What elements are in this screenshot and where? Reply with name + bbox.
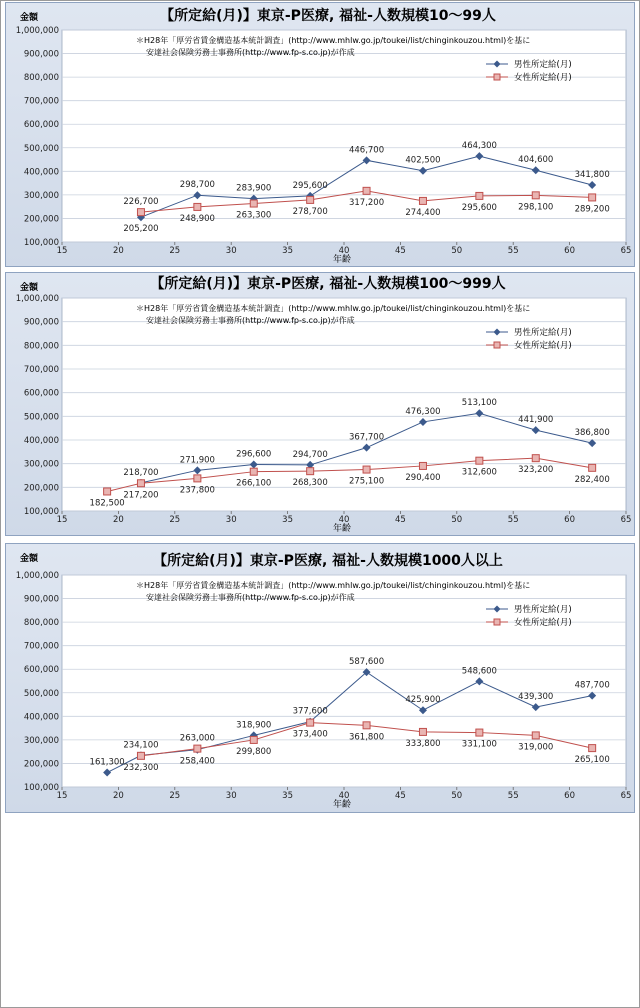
data-point-female <box>137 480 144 487</box>
data-point-female <box>589 745 596 752</box>
data-label-female: 182,500 <box>89 498 125 509</box>
data-label-male: 258,400 <box>179 756 215 767</box>
data-label-female: 373,400 <box>292 729 328 740</box>
x-axis-label: 年齢 <box>332 800 352 810</box>
legend-entry: 女性所定給(月) <box>514 73 572 83</box>
data-label-female: 275,100 <box>348 476 385 487</box>
data-label-male: 446,700 <box>348 145 385 156</box>
y-tick-label: 400,000 <box>23 436 59 446</box>
y-tick-label: 800,000 <box>23 73 59 84</box>
data-label-female: 295,600 <box>461 202 497 213</box>
data-point-female <box>532 192 539 199</box>
y-tick-label: 600,000 <box>23 120 59 131</box>
y-tick-label: 900,000 <box>23 594 59 605</box>
y-tick-label: 700,000 <box>23 365 59 375</box>
data-label-male: 441,900 <box>518 415 554 426</box>
data-label-male: 425,900 <box>405 695 441 706</box>
data-point-female <box>363 466 370 473</box>
data-label-female: 266,100 <box>236 478 272 489</box>
x-tick-label: 55 <box>507 246 519 256</box>
legend-marker-square <box>494 619 500 625</box>
chart-panel-size-10-99 <box>5 2 635 267</box>
legend-entry: 男性所定給(月) <box>514 328 572 338</box>
chart-panel-size-100-999 <box>5 272 635 536</box>
legend-marker-square <box>494 342 500 348</box>
data-point-female <box>104 488 111 495</box>
y-axis-label: 金額 <box>20 13 39 23</box>
data-label-female: 319,000 <box>518 742 554 753</box>
x-tick-label: 60 <box>564 246 576 256</box>
data-point-female <box>532 455 539 462</box>
y-tick-label: 700,000 <box>23 641 59 652</box>
data-label-female: 278,700 <box>292 206 328 217</box>
data-label-female: 361,800 <box>348 732 385 743</box>
x-tick-label: 15 <box>56 246 68 256</box>
y-tick-label: 800,000 <box>23 618 59 629</box>
source-note-line2: 安達社会保険労務士事務所(http://www.fp-s.co.jp)が作成 <box>146 593 355 602</box>
data-label-male: 548,600 <box>461 666 497 677</box>
data-label-male: 439,300 <box>518 692 554 703</box>
data-label-female: 263,000 <box>179 733 215 744</box>
y-tick-label: 900,000 <box>23 317 59 328</box>
data-label-female: 263,300 <box>236 210 272 221</box>
y-tick-label: 100,000 <box>23 238 59 248</box>
data-label-male: 283,900 <box>236 183 272 194</box>
x-tick-label: 35 <box>282 515 294 525</box>
x-tick-label: 40 <box>338 791 350 801</box>
x-tick-label: 50 <box>451 515 463 525</box>
data-label-male: 402,500 <box>405 155 441 166</box>
chart-size-100-999 <box>6 273 634 535</box>
data-point-female <box>476 192 483 199</box>
x-tick-label: 65 <box>620 246 632 256</box>
y-tick-label: 1,000,000 <box>15 571 59 581</box>
legend-entry: 女性所定給(月) <box>514 618 572 628</box>
x-tick-label: 20 <box>112 246 124 256</box>
data-point-female <box>476 729 483 736</box>
data-label-female: 268,300 <box>292 478 328 489</box>
x-tick-label: 25 <box>169 246 181 256</box>
source-note-line1: ＊H28年「厚労省賃金構造基本統計調査」(http://www.mhlw.go.jp/toukei/list/chinginkouzou.html)を基に <box>136 581 531 590</box>
data-point-female <box>250 468 257 475</box>
data-point-female <box>419 728 426 735</box>
chart-size-10-99 <box>6 3 634 266</box>
x-tick-label: 50 <box>451 791 463 801</box>
data-label-male: 341,800 <box>574 170 610 181</box>
data-label-female: 274,400 <box>405 207 441 218</box>
x-tick-label: 35 <box>282 791 294 801</box>
data-point-female <box>307 196 314 203</box>
data-point-female <box>194 475 201 482</box>
data-label-female: 226,700 <box>123 197 159 208</box>
data-point-female <box>137 752 144 759</box>
data-label-female: 248,900 <box>179 213 215 224</box>
source-note-line2: 安達社会保険労務士事務所(http://www.fp-s.co.jp)が作成 <box>146 316 355 325</box>
data-label-male: 161,300 <box>89 757 125 768</box>
x-tick-label: 45 <box>394 515 406 525</box>
data-label-male: 296,600 <box>236 449 272 460</box>
data-label-male: 271,900 <box>179 455 215 466</box>
x-tick-label: 30 <box>225 246 237 256</box>
data-label-male: 404,600 <box>518 155 554 166</box>
x-tick-label: 25 <box>169 515 181 525</box>
data-point-female <box>419 462 426 469</box>
data-label-female: 237,800 <box>179 485 215 496</box>
data-point-female <box>194 745 201 752</box>
data-label-male: 234,100 <box>123 740 159 751</box>
data-label-female: 317,200 <box>348 197 385 208</box>
data-label-female: 265,100 <box>574 755 610 766</box>
data-label-male: 386,800 <box>574 428 610 439</box>
data-label-female: 299,800 <box>236 746 272 757</box>
data-point-female <box>532 732 539 739</box>
source-note-line1: ＊H28年「厚労省賃金構造基本統計調査」(http://www.mhlw.go.jp/toukei/list/chinginkouzou.html)を基に <box>136 304 531 313</box>
data-point-female <box>589 194 596 201</box>
legend-entry: 男性所定給(月) <box>514 605 572 615</box>
y-tick-label: 200,000 <box>23 483 59 494</box>
x-tick-label: 60 <box>564 791 576 801</box>
data-label-female: 217,200 <box>123 490 159 501</box>
data-point-female <box>363 187 370 194</box>
y-tick-label: 500,000 <box>23 412 59 423</box>
y-tick-label: 200,000 <box>23 759 59 770</box>
data-label-female: 232,300 <box>123 762 159 773</box>
x-tick-label: 50 <box>451 246 463 256</box>
chart-panel-size-1000-plus <box>5 543 635 813</box>
x-tick-label: 40 <box>338 515 350 525</box>
chart-title: 【所定給(月)】東京-P医療, 福祉-人数規模100～999人 <box>150 276 506 292</box>
y-tick-label: 300,000 <box>23 459 59 470</box>
data-label-male: 587,600 <box>348 657 385 668</box>
x-tick-label: 45 <box>394 791 406 801</box>
x-tick-label: 30 <box>225 515 237 525</box>
chart-title: 【所定給(月)】東京-P医療, 福祉-人数規模1000人以上 <box>153 553 503 569</box>
data-label-male: 513,100 <box>461 398 497 409</box>
y-tick-label: 1,000,000 <box>15 294 59 304</box>
data-label-male: 295,600 <box>292 180 328 191</box>
data-label-male: 298,700 <box>179 180 215 191</box>
y-tick-label: 100,000 <box>23 783 59 793</box>
y-tick-label: 600,000 <box>23 388 59 399</box>
x-tick-label: 15 <box>56 515 68 525</box>
y-tick-label: 600,000 <box>23 665 59 676</box>
data-label-female: 312,600 <box>461 467 497 478</box>
x-tick-label: 35 <box>282 246 294 256</box>
data-point-female <box>137 209 144 216</box>
source-note-line1: ＊H28年「厚労省賃金構造基本統計調査」(http://www.mhlw.go.jp/toukei/list/chinginkouzou.html)を基に <box>136 36 531 45</box>
x-axis-label: 年齢 <box>332 524 352 534</box>
chart-title: 【所定給(月)】東京-P医療, 福祉-人数規模10～99人 <box>160 8 496 24</box>
legend-marker-square <box>494 74 500 80</box>
data-label-male: 464,300 <box>461 141 497 152</box>
data-point-female <box>250 736 257 743</box>
y-axis-label: 金額 <box>20 283 39 293</box>
x-tick-label: 30 <box>225 791 237 801</box>
y-tick-label: 400,000 <box>23 712 59 723</box>
x-tick-label: 20 <box>112 791 124 801</box>
y-tick-label: 700,000 <box>23 96 59 107</box>
y-axis-label: 金額 <box>20 554 39 564</box>
x-tick-label: 60 <box>564 515 576 525</box>
data-point-female <box>363 722 370 729</box>
y-tick-label: 300,000 <box>23 735 59 746</box>
data-point-female <box>307 468 314 475</box>
data-label-male: 476,300 <box>405 406 441 417</box>
y-tick-label: 900,000 <box>23 49 59 60</box>
x-axis-label: 年齢 <box>332 255 352 265</box>
data-label-male: 218,700 <box>123 467 159 478</box>
data-point-female <box>589 464 596 471</box>
y-tick-label: 500,000 <box>23 688 59 699</box>
y-tick-label: 300,000 <box>23 190 59 201</box>
legend-entry: 男性所定給(月) <box>514 60 572 70</box>
data-point-female <box>307 719 314 726</box>
data-point-female <box>476 457 483 464</box>
data-label-female: 290,400 <box>405 472 441 483</box>
x-tick-label: 15 <box>56 791 68 801</box>
data-label-female: 282,400 <box>574 474 610 485</box>
x-tick-label: 55 <box>507 791 519 801</box>
x-tick-label: 55 <box>507 515 519 525</box>
y-tick-label: 500,000 <box>23 143 59 154</box>
data-label-male: 377,600 <box>292 706 328 717</box>
data-point-female <box>194 203 201 210</box>
data-label-female: 333,800 <box>405 738 441 749</box>
data-label-male: 318,900 <box>236 720 272 731</box>
y-tick-label: 200,000 <box>23 214 59 225</box>
data-label-female: 323,200 <box>518 465 554 476</box>
data-label-male: 367,700 <box>348 432 385 443</box>
chart-size-1000-plus <box>6 544 634 812</box>
y-tick-label: 100,000 <box>23 507 59 517</box>
data-label-male: 487,700 <box>574 680 610 691</box>
data-label-female: 289,200 <box>574 204 610 215</box>
data-label-male: 294,700 <box>292 449 328 460</box>
data-label-male: 205,200 <box>123 224 159 235</box>
y-tick-label: 800,000 <box>23 341 59 352</box>
x-tick-label: 65 <box>620 515 632 525</box>
x-tick-label: 65 <box>620 791 632 801</box>
x-tick-label: 40 <box>338 246 350 256</box>
x-tick-label: 20 <box>112 515 124 525</box>
data-point-female <box>250 200 257 207</box>
data-label-female: 298,100 <box>518 202 554 213</box>
legend-entry: 女性所定給(月) <box>514 341 572 351</box>
x-tick-label: 25 <box>169 791 181 801</box>
y-tick-label: 400,000 <box>23 167 59 178</box>
data-label-female: 331,100 <box>461 739 497 750</box>
y-tick-label: 1,000,000 <box>15 26 59 36</box>
data-point-female <box>419 197 426 204</box>
source-note-line2: 安達社会保険労務士事務所(http://www.fp-s.co.jp)が作成 <box>146 48 355 57</box>
x-tick-label: 45 <box>394 246 406 256</box>
